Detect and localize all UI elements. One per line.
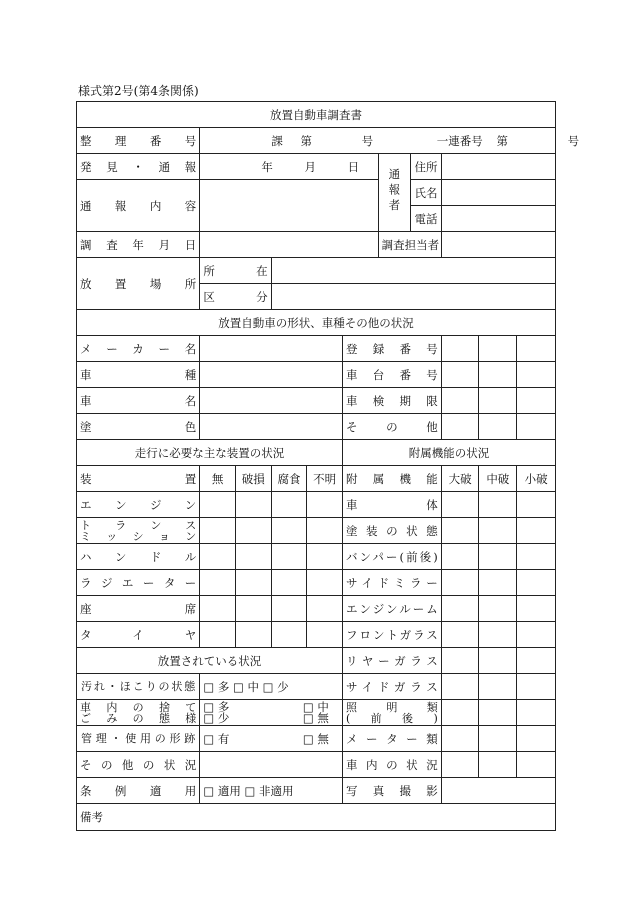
check-cell[interactable] [441, 648, 479, 674]
col-taiha: 大破 [441, 466, 479, 492]
form-title: 放置自動車調査書 [77, 102, 556, 128]
toroku-cell[interactable] [479, 336, 517, 362]
col-chuha: 中破 [479, 466, 517, 492]
seiri-bango-field[interactable]: 課 第 号 一連番号 第 号 [200, 128, 556, 154]
check-cell[interactable] [200, 622, 236, 648]
check-cell[interactable] [479, 596, 517, 622]
col-fumei: 不明 [307, 466, 343, 492]
check-cell[interactable] [517, 622, 556, 648]
check-cell[interactable] [307, 544, 343, 570]
label-tire: タイヤ [77, 622, 200, 648]
shaken-cell[interactable] [517, 388, 556, 414]
section-fuzoku: 附属機能の状況 [342, 440, 555, 466]
label-shadai-bango: 車台番号 [342, 362, 441, 388]
check-cell[interactable] [441, 492, 479, 518]
label-tsuho-naiyo: 通報内容 [77, 180, 200, 232]
label-kubun: 区分 [200, 284, 271, 310]
label-shanai: 車内の状況 [342, 752, 441, 778]
check-cell[interactable] [517, 596, 556, 622]
label-engine: エンジン [77, 492, 200, 518]
check-cell[interactable] [479, 674, 517, 700]
label-shimei: 氏名 [411, 180, 442, 206]
check-cell[interactable] [479, 726, 517, 752]
check-cell[interactable] [479, 752, 517, 778]
equipment-row [77, 622, 556, 648]
label-tsuhosha: 通報者 [378, 154, 411, 232]
label-yogore: 汚れ・ほこりの状態 [77, 674, 200, 700]
check-cell[interactable] [200, 518, 236, 544]
check-cell[interactable] [441, 622, 479, 648]
denwa-field[interactable] [441, 206, 555, 232]
shashin-field[interactable] [441, 778, 555, 804]
form-caption: 様式第2号(第4条関係) [78, 84, 199, 98]
check-cell[interactable] [441, 544, 479, 570]
check-cell[interactable] [441, 596, 479, 622]
label-houchi-basho: 放置場所 [77, 258, 200, 310]
label-sonota-jokyo: その他の状況 [77, 752, 200, 778]
label-sochi: 装置 [77, 466, 200, 492]
check-cell[interactable] [271, 492, 307, 518]
chosa-date-field[interactable] [200, 232, 378, 258]
check-cell[interactable] [200, 570, 236, 596]
check-cell[interactable] [441, 518, 479, 544]
equipment-row [77, 570, 556, 596]
sonota-jokyo-field[interactable] [200, 752, 343, 778]
investigation-form-table [76, 101, 580, 831]
check-cell[interactable] [441, 674, 479, 700]
tsuho-naiyo-field[interactable] [200, 180, 378, 232]
shamei-field[interactable] [200, 388, 343, 414]
row-seiri-bango [77, 128, 556, 154]
check-cell[interactable] [517, 700, 556, 726]
label-radiator: ラジエーター [77, 570, 200, 596]
check-cell[interactable] [517, 674, 556, 700]
label-shamei: 車名 [77, 388, 200, 414]
label-shashin: 写真撮影 [342, 778, 441, 804]
section-sokou: 走行に必要な主な装置の状況 [77, 440, 343, 466]
label-side-glass: サイドガラス [342, 674, 441, 700]
label-kanri: 管理・使用の形跡 [77, 726, 200, 752]
label-side-mirror: サイドミラー [342, 570, 441, 596]
jusho-field[interactable] [441, 154, 555, 180]
shaken-cell[interactable] [479, 388, 517, 414]
label-bumper: バンパー(前後) [342, 544, 441, 570]
shozai-field[interactable] [271, 258, 555, 284]
gomi-options[interactable]: □ 多 □ 中 □ 少 □ 無 [200, 700, 343, 726]
col-shoha: 小破 [517, 466, 556, 492]
section-keijo: 放置自動車の形状、車種その他の状況 [77, 310, 556, 336]
label-jorei: 条例適用 [77, 778, 200, 804]
label-rear-glass: リヤーガラス [342, 648, 441, 674]
check-cell[interactable] [517, 726, 556, 752]
label-transmission: トランス ミッション [77, 518, 200, 544]
label-front-glass: フロントガラス [342, 622, 441, 648]
label-toshoku: 塗色 [77, 414, 200, 440]
check-cell[interactable] [235, 622, 271, 648]
check-cell[interactable] [307, 492, 343, 518]
check-cell[interactable] [235, 570, 271, 596]
keijo-row [77, 336, 556, 362]
check-cell[interactable] [271, 570, 307, 596]
label-sonota-keijo: その他 [342, 414, 441, 440]
check-cell[interactable] [441, 752, 479, 778]
shadai-cell[interactable] [479, 362, 517, 388]
label-seiri-bango: 整理番号 [77, 128, 200, 154]
col-nashi: 無 [200, 466, 236, 492]
label-shaken-kigen: 車検期限 [342, 388, 441, 414]
yogore-options[interactable]: □ 多 □ 中 □ 少 [200, 674, 343, 700]
label-shatai: 車体 [342, 492, 441, 518]
toroku-cell[interactable] [517, 336, 556, 362]
check-cell[interactable] [235, 544, 271, 570]
check-cell[interactable] [479, 544, 517, 570]
equipment-row [77, 492, 556, 518]
row-hakken-tsuho [77, 154, 556, 180]
kubun-field[interactable] [271, 284, 555, 310]
check-cell[interactable] [517, 544, 556, 570]
sonota-cell[interactable] [479, 414, 517, 440]
check-cell[interactable] [479, 622, 517, 648]
sonota-cell[interactable] [441, 414, 479, 440]
chosa-tanto-field[interactable] [441, 232, 555, 258]
check-cell[interactable] [479, 492, 517, 518]
label-denwa: 電話 [411, 206, 442, 232]
check-cell[interactable] [517, 492, 556, 518]
check-cell[interactable] [517, 648, 556, 674]
label-handle: ハンドル [77, 544, 200, 570]
shashu-field[interactable] [200, 362, 343, 388]
check-cell[interactable] [200, 544, 236, 570]
label-engine-room: エンジンルーム [342, 596, 441, 622]
hakken-date-field[interactable]: 年 月 日 [200, 154, 378, 180]
shimei-field[interactable] [441, 180, 555, 206]
check-cell[interactable] [271, 596, 307, 622]
maker-field[interactable] [200, 336, 343, 362]
check-cell[interactable] [517, 752, 556, 778]
check-cell[interactable] [235, 492, 271, 518]
shadai-cell[interactable] [517, 362, 556, 388]
check-cell[interactable] [235, 596, 271, 622]
shaken-cell[interactable] [441, 388, 479, 414]
label-shomei: 照明類 (前後) [342, 700, 441, 726]
label-biko: 備考 [80, 810, 103, 824]
check-cell[interactable] [271, 518, 307, 544]
row-chosa [77, 232, 556, 258]
label-chosa-tanto: 調査担当者 [378, 232, 441, 258]
check-cell[interactable] [307, 570, 343, 596]
check-cell[interactable] [200, 492, 236, 518]
equipment-row [77, 596, 556, 622]
sonota-cell[interactable] [517, 414, 556, 440]
label-jusho: 住所 [411, 154, 442, 180]
check-cell[interactable] [307, 622, 343, 648]
check-cell[interactable] [479, 570, 517, 596]
toroku-cell[interactable] [441, 336, 479, 362]
label-hakken-tsuho: 発見・通報 [77, 154, 200, 180]
check-cell[interactable] [479, 700, 517, 726]
check-cell[interactable] [307, 596, 343, 622]
label-toroku-bango: 登録番号 [342, 336, 441, 362]
check-cell[interactable] [200, 596, 236, 622]
equipment-header-row [77, 466, 556, 492]
check-cell[interactable] [441, 570, 479, 596]
check-cell[interactable] [479, 648, 517, 674]
check-cell[interactable] [517, 570, 556, 596]
label-zaseki: 座席 [77, 596, 200, 622]
label-shashu: 車種 [77, 362, 200, 388]
check-cell[interactable] [517, 518, 556, 544]
equipment-row [77, 544, 556, 570]
label-chosa-date: 調査年月日 [77, 232, 200, 258]
section-houchi-jokyo: 放置されている状況 [77, 648, 343, 674]
label-toso: 塗装の状態 [342, 518, 441, 544]
check-cell[interactable] [441, 726, 479, 752]
label-gomi: 車内の捨て ごみの態様 [77, 700, 200, 726]
label-shozai: 所在 [200, 258, 271, 284]
equipment-row [77, 518, 556, 544]
col-fushoku: 腐食 [271, 466, 307, 492]
jorei-options[interactable]: □ 適用 □ 非適用 [200, 778, 343, 804]
label-maker: メーカー名 [77, 336, 200, 362]
label-fuzoku-kino: 附属機能 [342, 466, 441, 492]
label-meter: メーター類 [342, 726, 441, 752]
col-hason: 破損 [235, 466, 271, 492]
biko-field[interactable] [77, 804, 556, 831]
check-cell[interactable] [307, 518, 343, 544]
toshoku-field[interactable] [200, 414, 343, 440]
keijo-row [77, 388, 556, 414]
kanri-options[interactable]: □ 有 □ 無 [200, 726, 343, 752]
check-cell[interactable] [271, 544, 307, 570]
shadai-cell[interactable] [441, 362, 479, 388]
check-cell[interactable] [235, 518, 271, 544]
check-cell[interactable] [271, 622, 307, 648]
check-cell[interactable] [441, 700, 479, 726]
keijo-row [77, 362, 556, 388]
check-cell[interactable] [479, 518, 517, 544]
keijo-row [77, 414, 556, 440]
